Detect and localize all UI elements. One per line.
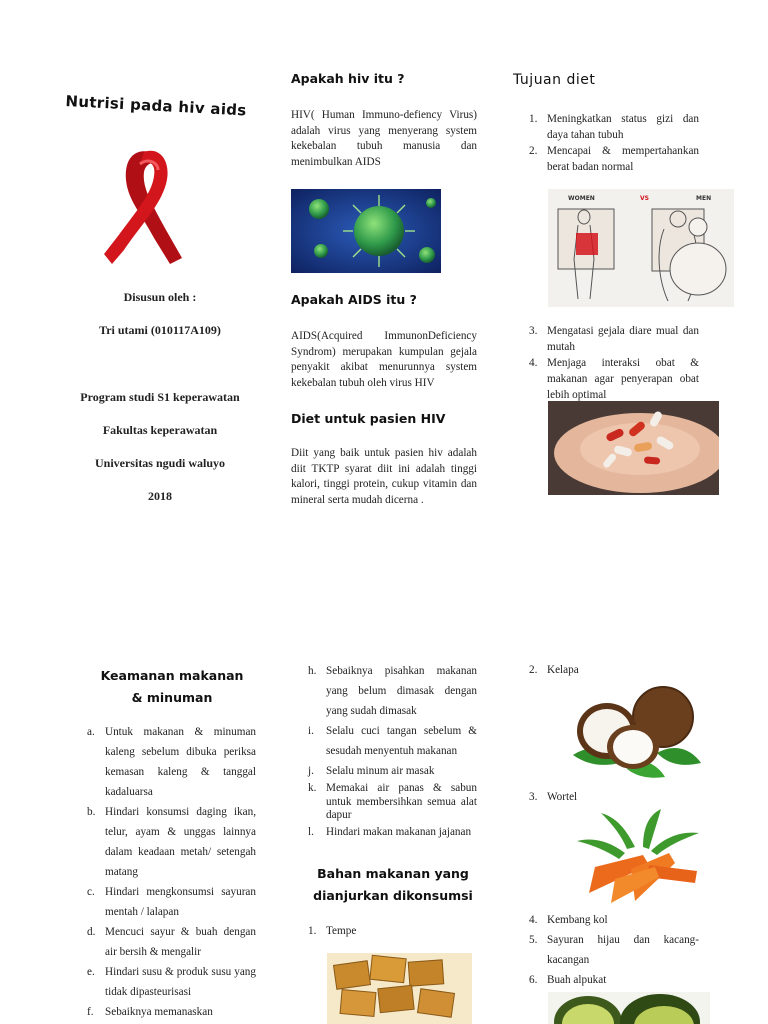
list-text: Kelapa (547, 664, 579, 676)
list-text: Hindari susu & produk susu yang tidak dipasteurisasi (105, 966, 256, 998)
list-number: 1. (529, 113, 538, 125)
list-letter: c. (87, 886, 95, 898)
bahan-list (308, 923, 477, 939)
keamanan-heading-line2: & minuman (131, 690, 213, 705)
list-item (87, 882, 256, 922)
list-item (308, 661, 477, 721)
list-item (529, 910, 699, 930)
list-number: 2. (529, 664, 538, 676)
bahan-list-cont-a (529, 662, 699, 678)
list-text: Tempe (326, 925, 357, 937)
tujuan-heading: Tujuan diet (513, 72, 596, 88)
list-letter: f. (87, 1006, 94, 1018)
year: 2018 (148, 489, 172, 503)
red-ribbon-image (100, 140, 192, 270)
aids-heading: Apakah AIDS itu ? (291, 292, 417, 307)
list-number: 4. (529, 914, 538, 926)
carrot-image (565, 807, 715, 909)
keamanan-list (87, 722, 256, 1022)
list-text: Mencuci sayur & buah dengan air bersih & mengalir (105, 926, 256, 958)
list-text: Memakai air panas & sabun untuk membersihkan semua alat dapur (326, 782, 477, 821)
list-number: 1. (308, 925, 317, 937)
list-letter: j. (308, 765, 314, 777)
list-letter: e. (87, 966, 95, 978)
list-number: 4. (529, 357, 538, 369)
list-letter: i. (308, 725, 314, 737)
list-text: Selalu cuci tangan sebelum & sesudah menyentuh makanan (326, 725, 477, 757)
list-item (308, 782, 477, 823)
program-name: Program studi S1 keperawatan (80, 390, 240, 404)
brochure-title: Nutrisi pada hiv aids (65, 92, 247, 120)
list-text: Kembang kol (547, 914, 608, 926)
pills-in-hand-image (548, 401, 719, 495)
list-number: 3. (529, 791, 538, 803)
list-item (87, 1002, 256, 1022)
diet-text: Diit yang baik untuk pasien hiv adalah diit TKTP syarat diit ini adalah tinggi kalori, tinggi protein, cukup vitamin dan mineral serta mudah dicerna . (291, 447, 477, 506)
hiv-heading: Apakah hiv itu ? (291, 71, 405, 86)
bahan-heading-line1: Bahan makanan yang (317, 866, 469, 881)
keamanan-heading (78, 665, 266, 709)
bahan-list-cont-c (529, 910, 699, 990)
list-text: Hindari mengkonsumsi sayuran mentah / lalapan (105, 886, 256, 918)
list-item (529, 789, 699, 805)
hiv-text: HIV( Human Immuno-defiency Virus) adalah virus yang menyerang system kekebalan tubuh manusia dan menimbulkan AIDS (291, 109, 477, 168)
author-label: Disusun oleh : (123, 290, 197, 304)
list-item (529, 930, 699, 970)
img-label-women: WOMEN (568, 195, 595, 202)
list-item (529, 143, 699, 175)
list-item (87, 802, 256, 882)
list-item (308, 761, 477, 781)
bahan-heading (298, 863, 488, 907)
bahan-heading-line2: dianjurkan dikonsumsi (313, 888, 473, 903)
virus-image (291, 189, 441, 273)
list-number: 5. (529, 934, 538, 946)
list-item (529, 323, 699, 355)
keamanan-heading-line1: Keamanan makanan (100, 668, 244, 683)
list-item (87, 922, 256, 962)
list-text: Mencapai & mempertahankan berat badan normal (547, 145, 699, 173)
list-text: Untuk makanan & minuman kaleng sebelum dibuka periksa kemasan kaleng & tanggal kadaluarsa (105, 726, 256, 798)
list-text: Sayuran hijau dan kacang-kacangan (547, 934, 699, 966)
tempe-image (327, 953, 472, 1024)
list-letter: b. (87, 806, 96, 818)
list-item (87, 962, 256, 1002)
women-vs-men-image (548, 189, 734, 307)
list-item (529, 970, 699, 990)
list-item (529, 111, 699, 143)
list-item (529, 662, 699, 678)
list-letter: l. (308, 825, 314, 838)
tips-list-tight (308, 782, 477, 839)
list-item (529, 355, 699, 403)
list-number: 6. (529, 974, 538, 986)
aids-text: AIDS(Acquired ImmunonDeficiency Syndrom) merupakan kumpulan gejala penyakit akibat menurunnya system kekebalan tubuh oleh virus HIV (291, 330, 477, 389)
list-number: 2. (529, 145, 538, 157)
author-name: Tri utami (010117A109) (99, 323, 221, 337)
list-text: Wortel (547, 791, 578, 803)
list-letter: h. (308, 665, 317, 677)
list-text: Sebaiknya memanaskan (105, 1006, 213, 1018)
list-item (308, 923, 477, 939)
list-text: Selalu minum air masak (326, 765, 435, 777)
list-text: Mengatasi gejala diare mual dan mutah (547, 325, 699, 353)
list-text: Menjaga interaksi obat & makanan agar penyerapan obat lebih optimal (547, 357, 699, 401)
diet-heading: Diet untuk pasien HIV (291, 411, 446, 426)
img-label-vs: VS (640, 195, 649, 202)
avocado-image (548, 992, 710, 1024)
list-item (308, 721, 477, 761)
bahan-list-cont-b (529, 789, 699, 805)
list-text: Hindari konsumsi daging ikan, telur, ayam & unggas lainnya dalam keadaan metah/ setengah matang (105, 806, 256, 878)
tujuan-list-a (529, 111, 699, 175)
coconut-image (567, 683, 703, 783)
list-text: Hindari makan makanan jajanan (326, 825, 472, 838)
tujuan-list-b (529, 323, 699, 403)
faculty-name: Fakultas keperawatan (102, 423, 218, 437)
list-text: Meningkatkan status gizi dan daya tahan tubuh (547, 113, 699, 141)
list-letter: k. (308, 782, 317, 794)
list-text: Buah alpukat (547, 974, 607, 986)
university-name: Universitas ngudi waluyo (94, 456, 226, 470)
img-label-men: MEN (696, 195, 712, 202)
list-item (87, 722, 256, 802)
list-item (308, 826, 477, 840)
list-letter: a. (87, 726, 95, 738)
list-number: 3. (529, 325, 538, 337)
tips-list-spaced (308, 661, 477, 781)
list-text: Sebaiknya pisahkan makanan yang belum dimasak dengan yang sudah dimasak (326, 665, 477, 717)
list-letter: d. (87, 926, 96, 938)
